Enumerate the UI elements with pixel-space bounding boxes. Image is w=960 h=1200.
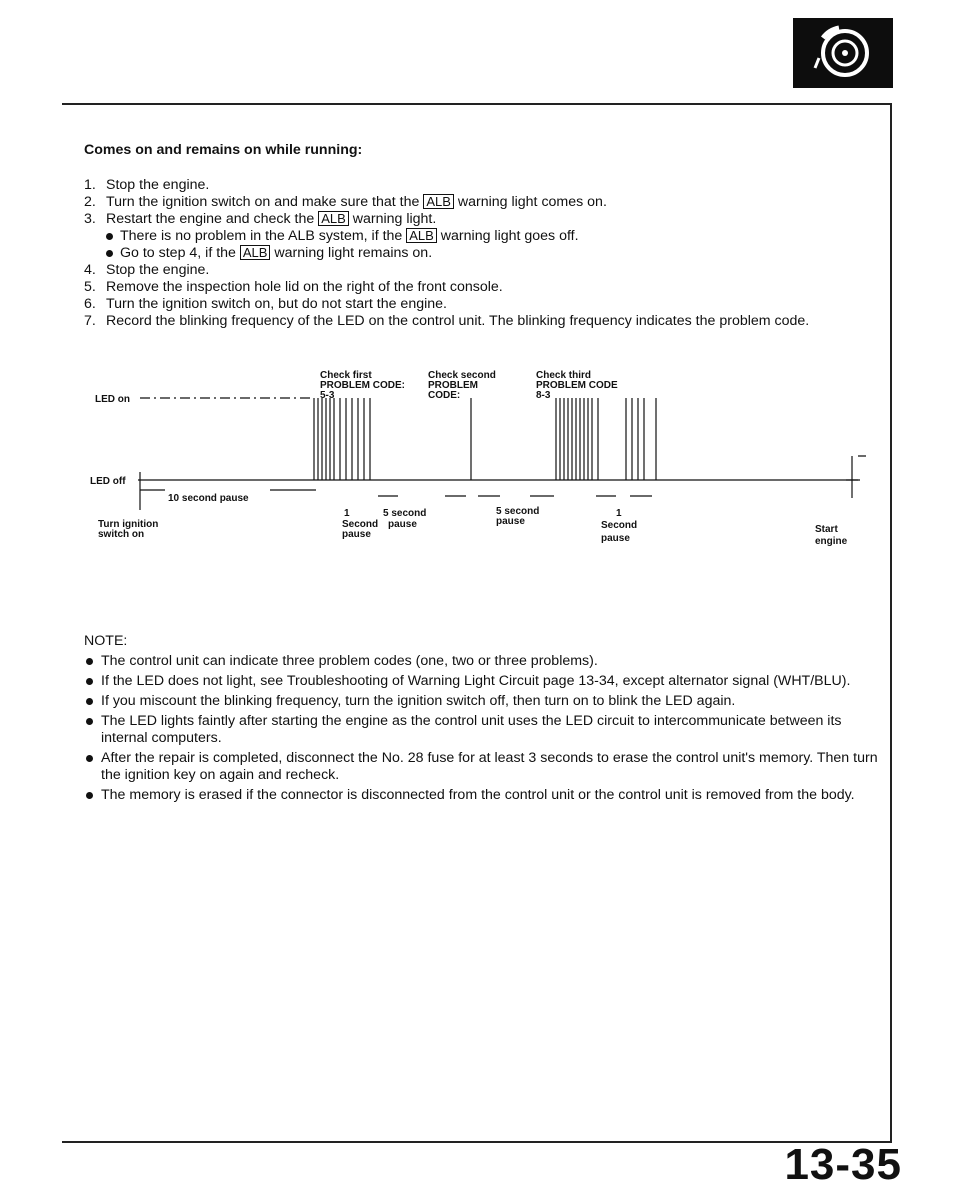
second-label: Second [601, 520, 638, 531]
step-5 [84, 279, 874, 296]
brake-disc-icon [793, 18, 893, 88]
option-text: Go to step 4, if the [120, 245, 236, 261]
start-engine-label: engine [815, 536, 848, 547]
five-second-label: 5 second [383, 508, 427, 519]
alb-label: ALB [406, 228, 437, 243]
step-2 [84, 194, 874, 211]
alb-label: ALB [240, 245, 271, 260]
note-item [84, 750, 884, 784]
step-text: Stop the engine. [106, 177, 210, 193]
first-code-label: Check first [320, 370, 372, 381]
led-timing-diagram [60, 360, 880, 570]
turn-ignition-label: switch on [98, 529, 145, 540]
step-text: Turn the ignition switch on, but do not start the engine. [106, 296, 447, 312]
step-number: 6. [84, 296, 96, 312]
start-engine-marker [846, 456, 866, 498]
led-off-label: LED off [90, 476, 126, 487]
bullet-icon [86, 678, 93, 685]
led-signal-trace [138, 398, 860, 480]
option-text: warning light remains on. [274, 245, 433, 261]
step-7 [84, 313, 874, 330]
bullet-icon [86, 658, 93, 665]
note-title: NOTE: [84, 633, 128, 649]
option-text: There is no problem in the ALB system, if the [120, 228, 403, 244]
five-second-label: 5 second [496, 506, 540, 517]
one-label: 1 [616, 508, 622, 519]
pause-10-label: 10 second pause [168, 493, 249, 504]
bullet-icon [86, 792, 93, 799]
note-text: If you miscount the blinking frequency, turn the ignition switch off, then turn on to blink the LED again. [101, 693, 736, 709]
step-text: warning light. [352, 211, 437, 227]
third-code-label: Check third [536, 370, 592, 381]
second-code-label: Check second [428, 370, 496, 381]
note-text: The LED lights faintly after starting the engine as the control unit uses the LED circuit to intercommunicate between its internal computers. [101, 713, 842, 746]
second-label: Second [342, 519, 379, 530]
second-code-label: CODE: [428, 390, 461, 401]
step-text: Remove the inspection hole lid on the right of the front console. [106, 279, 503, 295]
step-text: Turn the ignition switch on and make sure that the [106, 194, 420, 210]
pause-label: pause [388, 519, 417, 530]
bullet-icon [106, 233, 113, 240]
step-text: Record the blinking frequency of the LED on the control unit. The blinking frequency indicates the problem code. [106, 313, 810, 329]
option-b [106, 245, 874, 262]
alb-label: ALB [423, 194, 454, 209]
option-text: warning light goes off. [440, 228, 579, 244]
step-1 [84, 177, 874, 194]
notes-section [84, 633, 884, 807]
option-a [106, 228, 874, 245]
step-text: warning light comes on. [457, 194, 607, 210]
pause-label: pause [601, 533, 630, 544]
note-item [84, 713, 884, 747]
note-item [84, 673, 884, 690]
turn-ignition-label: Turn ignition [98, 519, 159, 530]
step-list [84, 177, 874, 330]
top-rule [62, 103, 892, 105]
note-item [84, 693, 884, 710]
step-text: Stop the engine. [106, 262, 210, 278]
second-code-label: PROBLEM [428, 380, 478, 391]
step-number: 4. [84, 262, 96, 278]
step-number: 1. [84, 177, 96, 193]
first-code-label: PROBLEM CODE: [320, 380, 405, 391]
pause-label: pause [496, 516, 525, 527]
note-text: If the LED does not light, see Troubleshooting of Warning Light Circuit page 13-34, except alternator signal (WHT/BLU). [101, 673, 851, 689]
bullet-icon [86, 755, 93, 762]
note-text: After the repair is completed, disconnect the No. 28 fuse for at least 3 seconds to erase the control unit's memory. Then turn the ignition key on again and recheck. [101, 750, 878, 783]
bottom-rule [62, 1141, 892, 1143]
right-rule [890, 103, 892, 1143]
step-number: 5. [84, 279, 96, 295]
bullet-icon [106, 250, 113, 257]
step-number: 3. [84, 211, 96, 227]
step-number: 2. [84, 194, 96, 210]
step-number: 7. [84, 313, 96, 329]
note-text: The memory is erased if the connector is disconnected from the control unit or the control unit is removed from the body. [101, 787, 855, 803]
step-3 [84, 211, 874, 262]
section-heading: Comes on and remains on while running: [84, 142, 363, 158]
step-3-options [106, 228, 874, 262]
note-list [84, 653, 884, 804]
bullet-icon [86, 718, 93, 725]
first-code-value: 5-3 [320, 390, 335, 401]
pause-label: pause [342, 529, 371, 540]
procedure-section [84, 142, 874, 330]
alb-label: ALB [318, 211, 349, 226]
note-text: The control unit can indicate three problem codes (one, two or three problems). [101, 653, 598, 669]
note-item [84, 787, 884, 804]
third-code-label: PROBLEM CODE [536, 380, 618, 391]
note-item [84, 653, 884, 670]
step-6 [84, 296, 874, 313]
start-engine-label: Start [815, 524, 838, 535]
bullet-icon [86, 698, 93, 705]
step-text: Restart the engine and check the [106, 211, 315, 227]
led-on-label: LED on [95, 394, 130, 405]
one-label: 1 [344, 508, 350, 519]
page-number: 13-35 [784, 1140, 902, 1189]
step-4 [84, 262, 874, 279]
third-code-value: 8-3 [536, 390, 551, 401]
